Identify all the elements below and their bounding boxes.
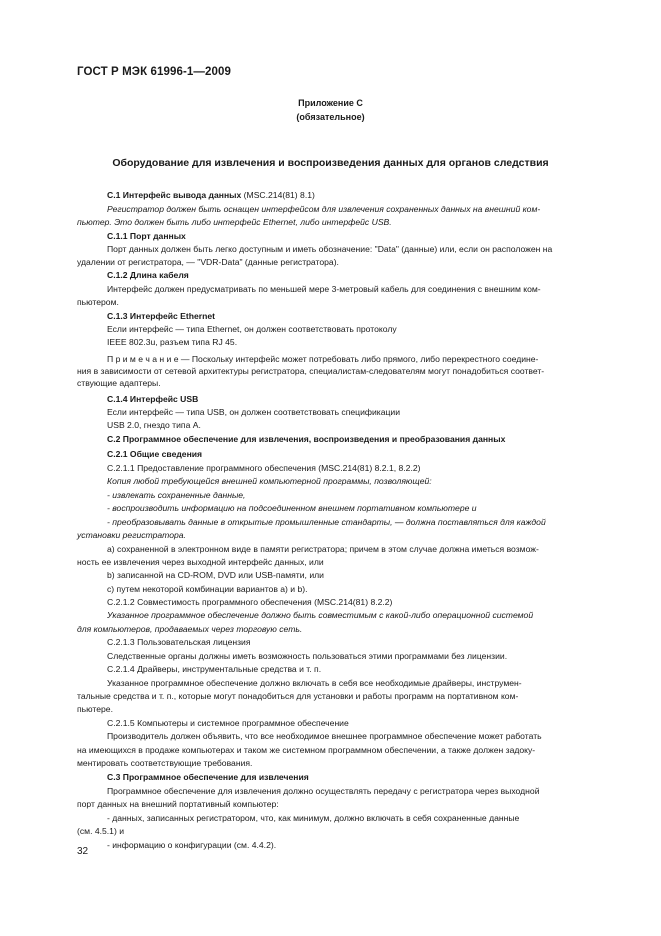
text-line: [107, 503, 477, 514]
text-span: Копия любой требующейся внешней компьютерной программы, позволяющей:: [107, 476, 432, 486]
text-line: [107, 354, 538, 365]
text-span: С.2.1.2 Совместимость программного обеспечения (MSC.214(81) 8.2.2): [107, 597, 393, 607]
text-line: [107, 517, 546, 528]
text-span: ность ее извлечения через выходной интерфейс данных, или: [77, 557, 324, 567]
text-span: С.1.1 Порт данных: [107, 231, 186, 241]
text-line: [77, 799, 279, 810]
text-line: [77, 691, 518, 702]
text-span: С.2.1 Общие сведения: [107, 449, 203, 459]
text-line: [107, 311, 215, 322]
text-span: тальные средства и т. п., которые могут понадобиться для установки и работы программ на портативном ком-: [77, 691, 519, 701]
appendix-title: Оборудование для извлечения и воспроизведения данных для органов следствия: [112, 157, 549, 169]
text-line: [77, 826, 124, 837]
text-line: [107, 664, 321, 675]
text-line: [107, 651, 507, 662]
text-line: [107, 610, 533, 621]
text-line: [107, 678, 522, 689]
text-line: [77, 530, 186, 541]
text-span: USB 2.0, гнездо типа А.: [107, 420, 201, 430]
text-span: С.1.4 Интерфейс USB: [107, 394, 199, 404]
text-line: [107, 407, 400, 418]
text-line: [107, 337, 237, 348]
text-span: Порт данных должен быть легко доступным и иметь обозначение: "Data" (данные) или, если он расположен на: [107, 244, 553, 254]
appendix-kind: (обязательное): [296, 112, 365, 122]
text-span: на имеющихся в продаже компьютерах и таком же системном программном обеспечении, а также должен задоку-: [77, 745, 536, 755]
text-line: [107, 190, 315, 201]
text-line: [107, 570, 324, 581]
text-line: [77, 704, 113, 715]
text-span: ствующие адаптеры.: [77, 378, 161, 388]
text-span: Регистратор должен быть оснащен интерфейсом для извлечения сохраненных данных на внешний ком-: [107, 204, 541, 214]
text-span: Указанное программное обеспечение должно включать в себя все необходимые драйверы, инструмен-: [107, 678, 522, 688]
text-span: С.2.1.1 Предоставление программного обеспечения (MSC.214(81) 8.2.1, 8.2.2): [107, 463, 421, 473]
text-line: [107, 476, 432, 487]
text-line: [107, 434, 505, 445]
text-line: [107, 490, 245, 501]
text-span: пьютером.: [77, 297, 119, 307]
text-span: - данных, записанных регистратором, что, как минимум, должно включать в себя сохраненные данные: [107, 813, 520, 823]
text-span: пьютер. Это должен быть либо интерфейс Ethernet, либо интерфейс USB.: [77, 217, 392, 227]
text-line: [77, 257, 339, 268]
text-line: [107, 786, 540, 797]
text-span: С.2.1.3 Пользовательская лицензия: [107, 637, 251, 647]
text-line: [107, 597, 392, 608]
text-span: пьютере.: [77, 704, 113, 714]
text-line: [107, 637, 251, 648]
text-span: установки регистратора.: [77, 530, 186, 540]
text-span: удалении от регистратора, — "VDR-Data" (данные регистратора).: [77, 257, 339, 267]
text-span: а) сохраненной в электронном виде в памяти регистратора; причем в этом случае должна иметься возмож-: [107, 544, 539, 554]
text-line: [107, 204, 540, 215]
appendix-name: Приложение С: [298, 98, 363, 108]
text-span: для компьютеров, продаваемых через торговую сеть.: [77, 624, 303, 634]
text-line: [77, 557, 324, 568]
text-span: b) записанной на CD-ROM, DVD или USB-памяти, или: [107, 570, 324, 580]
text-span: - информацию о конфигурации (см. 4.4.2).: [107, 840, 277, 850]
text-line: [107, 324, 397, 335]
text-line: [107, 270, 189, 281]
text-line: [107, 813, 519, 824]
text-line: [107, 231, 186, 242]
text-span: С.2.1.4 Драйверы, инструментальные средства и т. п.: [107, 664, 322, 674]
text-line: [77, 217, 392, 228]
text-span: С.1.2 Длина кабеля: [107, 270, 189, 280]
text-span: с) путем некоторой комбинации вариантов а) и b).: [107, 584, 308, 594]
page-number: 32: [77, 846, 89, 857]
text-span: Следственные органы должны иметь возможность пользоваться этими программами без лицензии.: [107, 651, 508, 661]
text-span: П р и м е ч а н и е — Поскольку интерфейс может потребовать либо прямого, либо перекрестного соедине-: [107, 354, 539, 364]
text-span: (см. 4.5.1) и: [77, 826, 125, 836]
text-line: [107, 284, 541, 295]
text-line: [107, 463, 420, 474]
text-span: (MSC.214(81) 8.1): [241, 190, 315, 200]
text-line: [77, 745, 535, 756]
text-line: [77, 297, 119, 308]
text-line: [107, 544, 539, 555]
text-span: Производитель должен объявить, что все необходимое внешнее программное обеспечение может работать: [107, 731, 542, 741]
text-line: [77, 366, 544, 377]
text-line: [77, 624, 302, 635]
text-span: Если интерфейс — типа USB, он должен соответствовать спецификации: [107, 407, 401, 417]
text-line: [107, 840, 276, 851]
text-span: - извлекать сохраненные данные,: [107, 490, 246, 500]
document-header: ГОСТ Р МЭК 61996-1—2009: [77, 66, 231, 78]
text-span: С.2.1.5 Компьютеры и системное программное обеспечение: [107, 718, 349, 728]
text-span: С.1.3 Интерфейс Ethernet: [107, 311, 216, 321]
text-span: - преобразовывать данные в открытые промышленные стандарты, — должна поставляться для каждой: [107, 517, 546, 527]
text-span: С.1 Интерфейс вывода данных: [107, 190, 242, 200]
text-span: ментировать соответствующие требования.: [77, 758, 253, 768]
text-line: [107, 584, 308, 595]
text-line: [107, 772, 309, 783]
text-span: - воспроизводить информацию на подсоединенном внешнем портативном компьютере и: [107, 503, 477, 513]
text-span: Если интерфейс — типа Ethernet, он должен соответствовать протоколу: [107, 324, 397, 334]
text-line: [107, 244, 552, 255]
text-line: [77, 758, 252, 769]
text-line: [77, 378, 161, 389]
text-span: С.3 Программное обеспечение для извлечения: [107, 772, 309, 782]
text-line: [107, 420, 201, 431]
text-line: [107, 394, 198, 405]
text-span: С.2 Программное обеспечение для извлечения, воспроизведения и преобразования данных: [107, 434, 506, 444]
text-span: Интерфейс должен предусматривать по меньшей мере 3-метровый кабель для соединения с внешним ком-: [107, 284, 541, 294]
text-span: Указанное программное обеспечение должно быть совместимым с какой-либо операционной системой: [107, 610, 534, 620]
text-line: [107, 718, 349, 729]
text-span: IEEE 802.3u, разъем типа RJ 45.: [107, 337, 238, 347]
text-line: [107, 731, 542, 742]
text-span: ния в зависимости от сетевой архитектуры регистратора, специалистам-следователям могут понадобиться соответ-: [77, 366, 545, 376]
text-span: порт данных на внешний портативный компьютер:: [77, 799, 279, 809]
text-span: Программное обеспечение для извлечения должно осуществлять передачу с регистратора через выходной: [107, 786, 540, 796]
text-line: [107, 449, 202, 460]
